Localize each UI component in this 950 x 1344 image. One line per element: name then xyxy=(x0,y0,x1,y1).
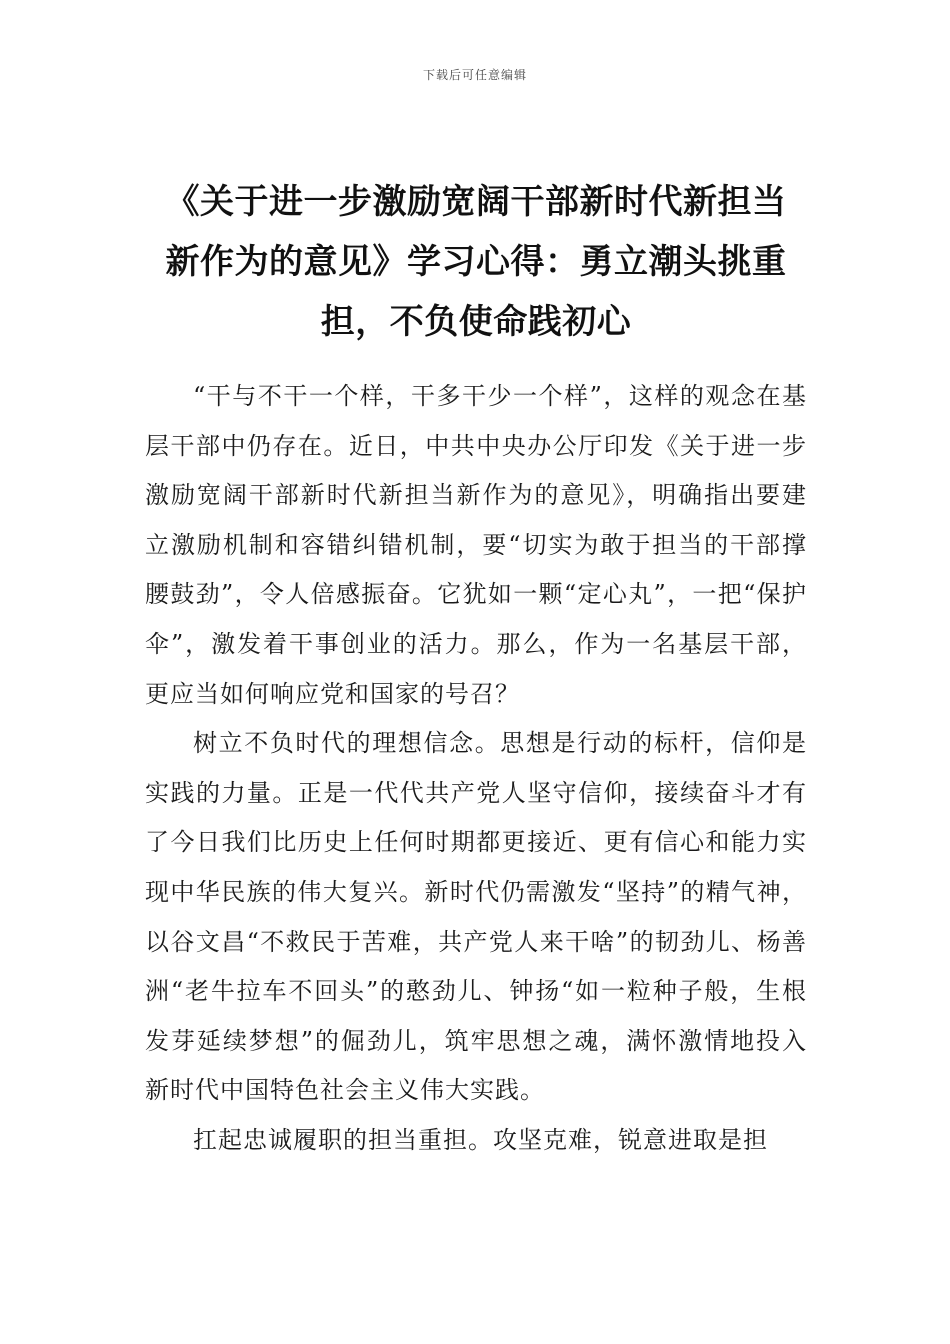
document-body xyxy=(145,372,807,1166)
header-note: 下载后可任意编辑 xyxy=(422,68,527,82)
paragraph-intro: “干与不干一个样，干多干少一个样”，这样的观念在基层干部中仍存在。近日，中共中央办公厅印发《关于进一步激励宽阔干部新时代新担当新作为的意见》，明确指出要建立激励机制和容错纠错机制，要“切实为敢于担当的干部撑腰鼓劲”，令人倍感振奋。它犹如一颗“定心丸”，一把“保护伞”，激发着干事创业的活力。那么，作为一名基层干部，更应当如何响应党和国家的号召？ xyxy=(145,382,807,708)
paragraph-ideals: 树立不负时代的理想信念。思想是行动的标杆，信仰是实践的力量。正是一代代共产党人坚守信仰，接续奋斗才有了今日我们比历史上任何时期都更接近、更有信心和能力实现中华民族的伟大复兴。新时代仍需激发“坚持”的精气神，以谷文昌“不救民于苦难，共产党人来干啥”的韧劲儿、杨善洲“老牛拉车不回头”的憨劲儿、钟扬“如一粒种子般，生根发芽延续梦想”的倔劲儿，筑牢思想之魂，满怀激情地投入新时代中国特色社会主义伟大实践。 xyxy=(145,729,807,1105)
document-title: 《关于进一步激励宽阔干部新时代新担当新作为的意见》学习心得：勇立潮头挑重担，不负使命践初心 xyxy=(165,182,787,342)
paragraph-duty: 扛起忠诚履职的担当重担。攻坚克难，锐意进取是担 xyxy=(193,1125,768,1154)
